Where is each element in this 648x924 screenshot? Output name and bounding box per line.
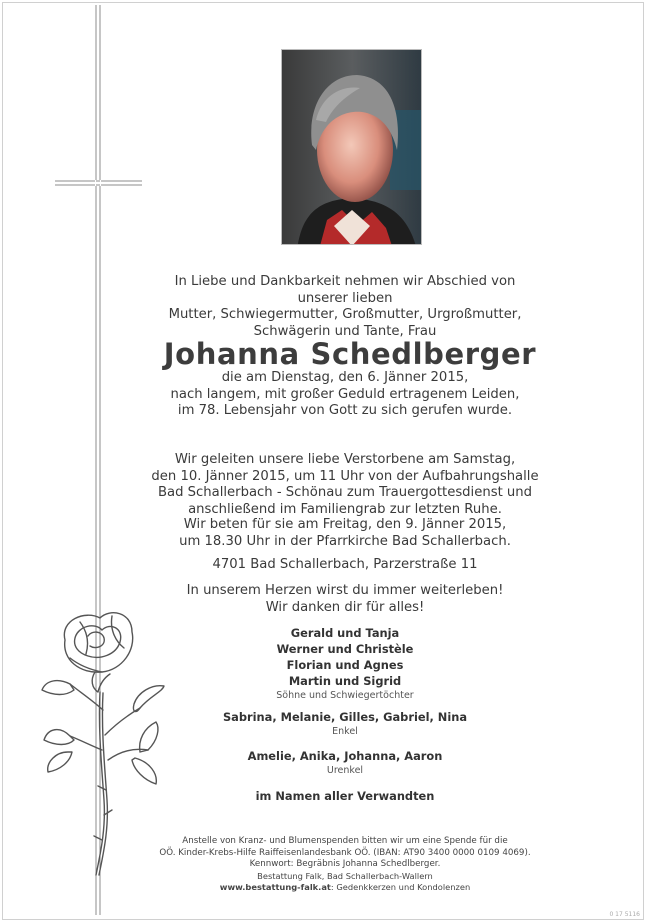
donation-line: Kennwort: Begräbnis Johanna Schedlberger. [249, 859, 441, 870]
intro-line-3: Schwägerin und Tante, Frau [253, 323, 437, 339]
death-notice-line: die am Dienstag, den 6. Jänner 2015, [221, 370, 469, 385]
funeral-line: Wir geleiten unsere liebe Verstorbene am Samstag, [174, 452, 516, 467]
relation-label: Enkel [332, 726, 358, 737]
undertaker-website-link[interactable]: www.bestattung-falk.at [219, 882, 331, 893]
intro-text [150, 274, 540, 340]
prayer-notice [150, 517, 540, 550]
funeral-line: den 10. Jänner 2015, um 11 Uhr von der Aufbahrungshalle [151, 468, 539, 484]
death-notice-line: nach langem, mit großer Geduld ertragenem Leiden, [170, 386, 520, 402]
grandchildren-names: Sabrina, Melanie, Gilles, Gabriel, Nina [222, 710, 468, 724]
death-notice [150, 370, 540, 420]
funeral-line: Bad Schallerbach - Schönau zum Trauergottesdienst und [157, 485, 533, 500]
child-couple: Florian und Agnes [286, 658, 404, 672]
undertaker-name: Bestattung Falk, Bad Schallerbach-Wallern [257, 871, 433, 881]
funeral-notice [150, 452, 540, 518]
great-grandchildren-names: Amelie, Anika, Johanna, Aaron [247, 749, 443, 763]
relation-label: Söhne und Schwiegertöchter [276, 690, 414, 701]
intro-line-2: Mutter, Schwiegermutter, Großmutter, Urgroßmutter, [168, 307, 522, 322]
farewell-line: In unserem Herzen wirst du immer weiterleben! [186, 583, 504, 598]
mourners-relatives: im Namen aller Verwandten [255, 789, 435, 803]
intro-line-1: In Liebe und Dankbarkeit nehmen wir Abschied von unserer lieben [174, 274, 516, 306]
undertaker-web-line [150, 882, 540, 893]
prayer-line: um 18.30 Uhr in der Pfarrkirche Bad Schallerbach. [179, 533, 511, 549]
deceased-name: Johanna Schedlberger [163, 337, 537, 371]
farewell-text [150, 583, 540, 616]
donation-line: Anstelle von Kranz- und Blumenspenden bitten wir um eine Spende für die [182, 836, 508, 846]
child-couple: Gerald und Tanja [290, 626, 400, 640]
child-couple: Werner und Christèle [276, 642, 414, 656]
mourners-great-grandchildren [150, 748, 540, 777]
child-couple: Martin und Sigrid [288, 674, 402, 688]
funeral-line: anschließend im Familiengrab zur letzten Ruhe. [188, 501, 502, 517]
mourners-grandchildren [150, 709, 540, 738]
mourners-children [150, 625, 540, 702]
donation-notice [150, 836, 540, 871]
undertaker-info [150, 871, 540, 894]
undertaker-web-suffix: : Gedenkkerzen und Kondolenzen [330, 882, 471, 893]
document-code: 0 17 5116 [609, 911, 640, 918]
donation-line: OÖ. Kinder-Krebs-Hilfe Raiffeisenlandesbank OÖ. (IBAN: AT90 3400 0000 0109 4069). [159, 847, 531, 858]
portrait-photo [281, 49, 422, 245]
prayer-line: Wir beten für sie am Freitag, den 9. Jänner 2015, [183, 517, 507, 532]
rose-icon [40, 600, 165, 880]
relation-label: Urenkel [326, 765, 364, 776]
farewell-line: Wir danken dir für alles! [265, 599, 425, 615]
death-notice-line: im 78. Lebensjahr von Gott zu sich gerufen wurde. [177, 403, 513, 418]
address: 4701 Bad Schallerbach, Parzerstraße 11 [212, 557, 478, 572]
